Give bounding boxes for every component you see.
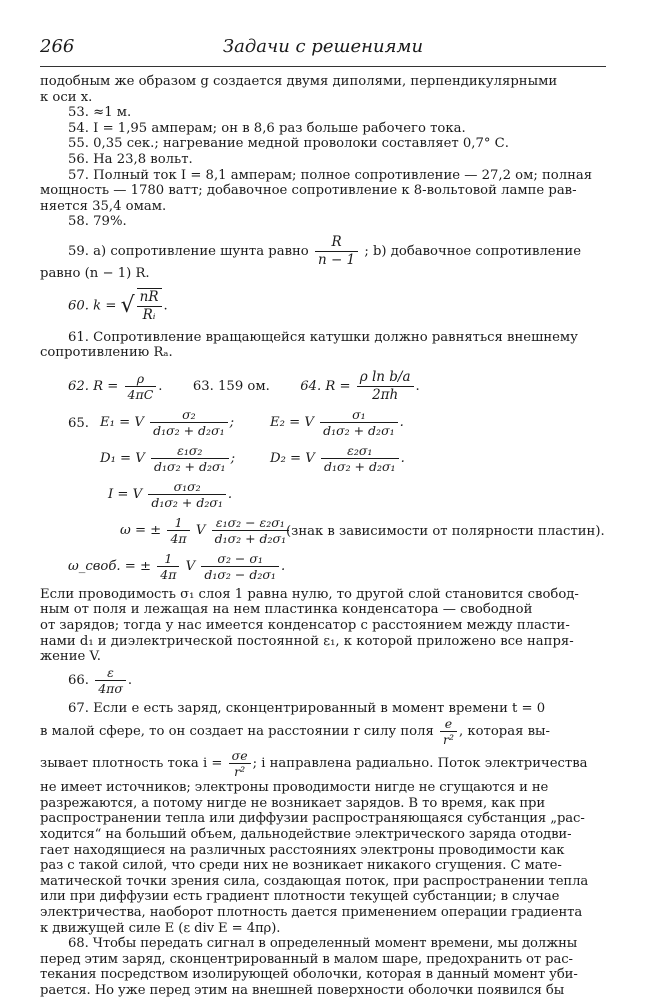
text-span: ; b) добавочное сопротивление <box>364 243 581 259</box>
answer-68: 68. Чтобы передать сигнал в определенный момент времени, мы должны <box>68 936 578 952</box>
fraction: $\frac{\varepsilon}{4\pi\sigma}$ <box>95 665 126 696</box>
sqrt-sign: √ <box>120 292 135 318</box>
text-line: или при диффузии есть градиент плотности текущей субстанции; в случае <box>40 889 560 905</box>
answer-53: 53. ≈1 м. <box>68 105 132 121</box>
text-line: мощность — 1780 ватт; добавочное сопротивление к 8-вольтовой лампе рав- <box>40 183 577 199</box>
text-line <box>40 748 606 780</box>
sign-note: (знак в зависимости от полярности пластин). <box>286 523 605 539</box>
formula-D2: D₂ = V $\frac{\text{ε₂σ₁}}{\text{d₁σ₂ + d₂σ₁}}$ . <box>270 442 405 474</box>
text-line: от зарядов; тогда у нас имеется конденсатор с расстоянием между пласти- <box>40 617 570 633</box>
fraction: $\frac{nR}{\text{Rᵢ}}$ <box>137 288 162 324</box>
text-span: 59. a) сопротивление шунта равно <box>68 243 309 259</box>
text-line: к оси x. <box>40 89 93 105</box>
fraction: $\frac{e}{\text{r²}}$ <box>440 716 457 747</box>
text-span: 63. 159 ом. <box>192 378 270 394</box>
text-line: сопротивлению Rₐ. <box>40 345 173 361</box>
formula-D <box>40 443 606 479</box>
text-line: перед этим заряд, сконцентрированный в малом шаре, предохранить от рас- <box>40 951 573 967</box>
answer-57: 57. Полный ток I = 8,1 амперам; полное сопротивление — 27,2 ом; полная <box>68 167 593 183</box>
text-span: , которая вы- <box>458 724 550 740</box>
fraction: $\frac{\rho}{4\pi C}$ <box>125 371 157 402</box>
running-title: Задачи с решениями <box>222 36 424 57</box>
text-line: электричества, наоборот плотность дается применением операции градиента <box>40 905 583 921</box>
text-span: 65. <box>68 415 89 431</box>
formula-I: I = V $\frac{\text{σ₁σ₂}}{\text{d₁σ₂ + d₂σ₁}}$ . <box>108 478 233 510</box>
text-line: распространении тепла или диффузии распространяющаяся субстанция „рас- <box>40 811 585 827</box>
text-line: Если проводимость σ₁ слоя 1 равна нулю, то другой слой становится свобод- <box>40 586 579 602</box>
text-line: рается. Но уже перед этим на внешней поверхности оболочки появился бы <box>40 983 565 998</box>
answer-56: 56. На 23,8 вольт. <box>68 151 193 167</box>
page-body <box>40 74 606 999</box>
text-span: 60. k = <box>68 298 117 314</box>
formula-E2: E₂ = V $\frac{\text{σ₁}}{\text{d₁σ₂ + d₂σ₁}}$ . <box>270 406 404 438</box>
answer-60: 60. k = √ $\frac{nR}{\text{Rᵢ}}$ . <box>68 288 168 323</box>
text-span: в малой сфере, то он создает на расстоянии r силу поля <box>40 724 434 740</box>
text-line: гает находящиеся на различных расстояниях электроны проводимости как <box>40 842 565 858</box>
text-line: равно (n − 1) R. <box>40 265 150 281</box>
formula-omega: ω = ± $\frac{1}{4\pi}$ V $\frac{\text{ε₁σ₂ − ε₂σ₁}}{\text{d₁σ₂ + d₂σ₁}}$ (знак в зависимости от полярности пластин). <box>120 514 605 546</box>
text-span: 66. <box>68 672 89 688</box>
answer-59 <box>40 234 606 266</box>
answer-58: 58. 79%. <box>68 214 127 230</box>
answers-62-64: 62. R = $\frac{\rho}{4\pi C}$ . 63. 159 ом. 64. R = $\frac{\text{ρ ln b/a}}{2\pi h}$ . <box>68 368 420 403</box>
fraction: $\frac{\sigma e}{\text{r²}}$ <box>229 748 251 779</box>
text-span: ; i направлена радиально. Поток электричества <box>252 756 588 772</box>
formula-E <box>40 407 606 443</box>
answer-66: 66. $\frac{\varepsilon}{4\pi\sigma}$ . <box>68 664 133 696</box>
fraction: $\frac{R}{n - 1}$ <box>315 234 358 269</box>
answer-67: 67. Если e есть заряд, сконцентрированный в момент времени t = 0 <box>68 700 546 716</box>
text-line: к движущей силе E (ε div E = 4πρ). <box>40 920 281 936</box>
text-line: раз с такой силой, что среди них не возникает никакого сгущения. С мате- <box>40 858 562 874</box>
fraction: $\frac{\text{ρ ln b/a}}{2\pi h}$ <box>357 369 414 404</box>
text-line: няется 35,4 омам. <box>40 198 167 214</box>
text-line: матической точки зрения сила, создающая поток, при распространении тепла <box>40 873 589 889</box>
formula-D1: D₁ = V $\frac{\text{ε₁σ₂}}{\text{d₁σ₂ + d₂σ₁}}$ ; <box>100 442 236 474</box>
text-span: 62. R = <box>68 378 119 394</box>
text-line: нами d₁ и диэлектрической постоянной ε₁, к которой приложено все напря- <box>40 633 574 649</box>
answer-54: 54. I = 1,95 амперам; он в 8,6 раз больше рабочего тока. <box>68 120 466 136</box>
text-line <box>40 716 606 748</box>
text-span: 64. R = <box>300 378 351 394</box>
text-line: жение V. <box>40 649 101 665</box>
text-line: подобным же образом g создается двумя диполями, перпендикулярными <box>40 74 558 89</box>
text-line: не имеет источников; электроны проводимости нигде не сгущаются и не <box>40 780 549 796</box>
header-rule <box>40 66 606 67</box>
text-line: ным от поля и лежащая на нем пластинка конденсатора — свободной <box>40 602 533 618</box>
answer-55: 55. 0,35 сек.; нагревание медной проволоки составляет 0,7° С. <box>68 136 509 152</box>
text-line: разрежаются, а потому нигде не возникает зарядов. В то время, как при <box>40 795 546 811</box>
text-line: ходится“ на больший объем, дальнодействие электрического заряда отодви- <box>40 827 572 843</box>
page-number: 266 <box>40 36 75 57</box>
text-line: текания посредством изолирующей оболочки, которая в данный момент уби- <box>40 967 578 983</box>
formula-omega-free: ω_своб. = ± $\frac{1}{4\pi}$ V $\frac{\text{σ₂ − σ₁}}{\text{d₁σ₂ − d₂σ₁}}$ . <box>68 550 286 582</box>
page-header <box>40 28 606 62</box>
text-span: зывает плотность тока i = <box>40 756 223 772</box>
answer-61: 61. Сопротивление вращающейся катушки должно равняться внешнему <box>68 329 578 345</box>
formula-E1: E₁ = V $\frac{\text{σ₂}}{\text{d₁σ₂ + d₂σ₁}}$ ; <box>100 406 235 438</box>
